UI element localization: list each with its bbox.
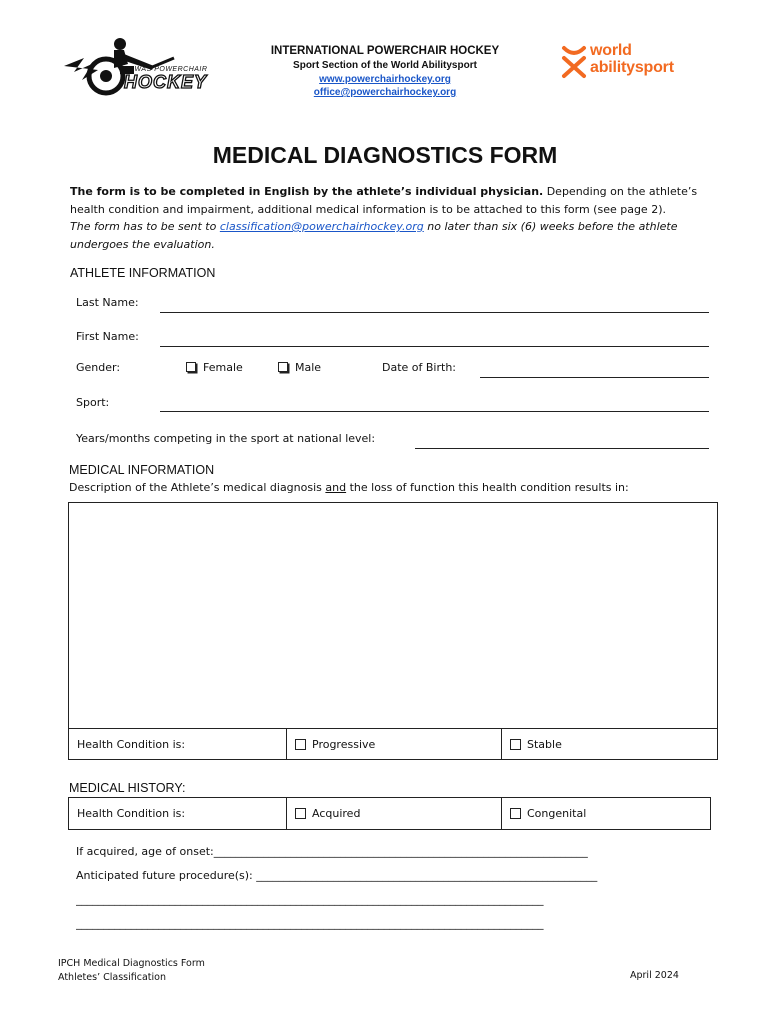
intro-italic-pre: The form has to be sent to <box>70 220 220 233</box>
congenital-option[interactable] <box>502 798 710 829</box>
first-name-label: First Name: <box>76 330 139 343</box>
dob-field[interactable] <box>480 377 709 378</box>
sport-field[interactable] <box>160 411 709 412</box>
future-procedures-field[interactable]: Anticipated future procedure(s): ______________________________________________________________ <box>76 869 598 882</box>
last-name-field[interactable] <box>160 312 709 313</box>
blank-line-1[interactable]: _____________________________________________________________________________________ <box>76 893 544 906</box>
acquired-checkbox[interactable] <box>295 808 306 819</box>
first-name-field[interactable] <box>160 346 709 347</box>
congenital-label: Congenital <box>527 807 587 820</box>
male-option[interactable] <box>278 361 321 374</box>
intro-normal: Depending on the athlete’s health condition and impairment, additional medical information is to be attached to this form (see page 2). <box>70 185 698 216</box>
footer-classification: Athletes’ Classification <box>58 972 166 983</box>
world-abilitysport-logo <box>560 44 700 82</box>
acquired-label: Acquired <box>312 807 361 820</box>
male-label: Male <box>295 361 322 374</box>
footer-form-name: IPCH Medical Diagnostics Form <box>58 958 205 969</box>
dob-label: Date of Birth: <box>382 361 457 374</box>
medical-desc-post: the loss of function this health condition results in: <box>346 481 629 494</box>
athlete-info-heading: ATHLETE INFORMATION <box>70 266 216 280</box>
page-title: MEDICAL DIAGNOSTICS FORM <box>212 142 558 168</box>
footer-left <box>58 957 205 985</box>
sport-label: Sport: <box>76 396 110 409</box>
age-of-onset-field[interactable]: If acquired, age of onset:____________________________________________________________________ <box>76 845 588 858</box>
medical-desc-and: and <box>325 481 347 494</box>
stable-label: Stable <box>527 737 562 751</box>
progressive-label: Progressive <box>312 737 376 751</box>
stable-checkbox[interactable] <box>510 739 521 750</box>
medical-desc-label <box>69 481 629 494</box>
ipch-logo <box>62 36 222 100</box>
years-competing-label: Years/months competing in the sport at national level: <box>76 432 376 445</box>
blank-line-2[interactable]: _____________________________________________________________________________________ <box>76 917 544 930</box>
last-name-label: Last Name: <box>76 296 139 309</box>
intro-bold: The form is to be completed in English by the athlete’s individual physician. <box>70 185 544 198</box>
organization-header <box>230 44 540 99</box>
intro-italic-post: no later than six (6) weeks before the athlete undergoes the evaluation. <box>70 220 678 251</box>
stable-option[interactable] <box>502 729 717 759</box>
footer-date: April 2024 <box>630 970 679 981</box>
medical-info-heading: MEDICAL INFORMATION <box>69 463 215 477</box>
diagnosis-text-area[interactable] <box>68 502 718 729</box>
org-name: INTERNATIONAL POWERCHAIR HOCKEY <box>270 45 500 57</box>
progressive-checkbox[interactable] <box>295 739 306 750</box>
website-link[interactable]: www.powerchairhockey.org <box>319 74 451 85</box>
health-condition-label-1: Health Condition is: <box>69 729 287 759</box>
classification-email-link[interactable]: classification@powerchairhockey.org <box>219 220 424 233</box>
org-subtitle: Sport Section of the World Abilitysport <box>293 60 477 71</box>
progressive-option[interactable] <box>287 729 502 759</box>
ipch-logo-text-top: IWAS POWERCHAIR <box>132 66 208 73</box>
health-condition-label-2: Health Condition is: <box>69 798 287 829</box>
female-option[interactable] <box>186 361 243 374</box>
medical-history-heading: MEDICAL HISTORY: <box>69 781 186 795</box>
email-link[interactable]: office@powerchairhockey.org <box>313 87 457 98</box>
intro-paragraph <box>70 183 720 253</box>
congenital-checkbox[interactable] <box>510 808 521 819</box>
was-logo-line1: world <box>590 42 632 59</box>
female-checkbox[interactable] <box>186 362 196 372</box>
gender-label: Gender: <box>76 361 121 374</box>
acquired-option[interactable] <box>287 798 502 829</box>
ipch-logo-text-bottom: HOCKEY <box>124 72 208 92</box>
female-label: Female <box>203 361 243 374</box>
medical-desc-pre: Description of the Athlete’s medical diagnosis <box>69 481 326 494</box>
health-condition-row-1 <box>68 728 718 760</box>
health-condition-row-2 <box>68 797 711 830</box>
male-checkbox[interactable] <box>278 362 288 372</box>
was-logo-line2: abilitysport <box>590 59 674 76</box>
years-competing-field[interactable] <box>415 448 709 449</box>
